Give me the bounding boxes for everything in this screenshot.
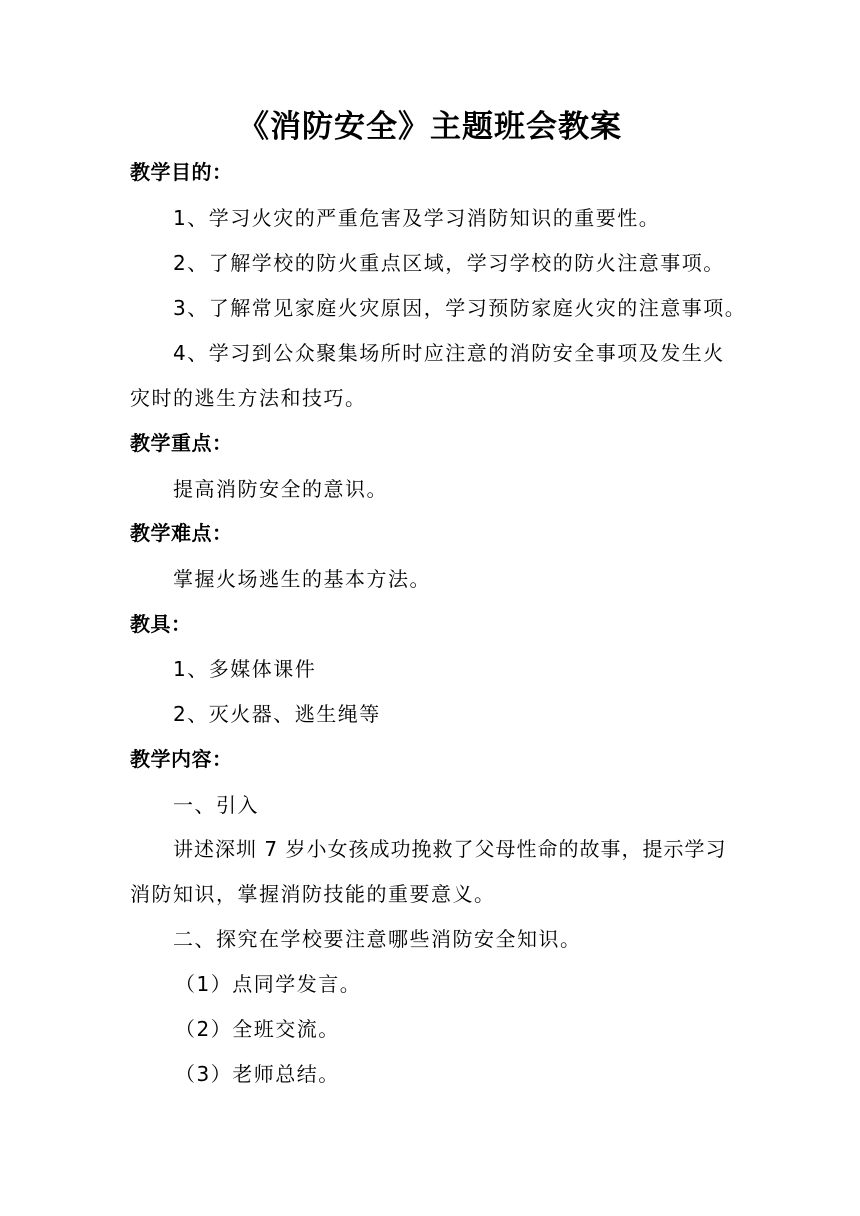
- objective-item-1: 1、学习火灾的严重危害及学习消防知识的重要性。: [173, 206, 661, 230]
- content-heading: 教学内容：: [130, 747, 233, 771]
- content-part2-step-1: （1）点同学发言。: [175, 972, 362, 996]
- tool-item-1: 1、多媒体课件: [173, 657, 317, 681]
- document-title: 《消防安全》主题班会教案: [238, 109, 622, 145]
- content-part2-step-2: （2）全班交流。: [175, 1017, 340, 1041]
- objective-item-2: 2、了解学校的防火重点区域，学习学校的防火注意事项。: [173, 251, 725, 275]
- content-part1-text-line2: 消防知识，掌握消防技能的重要意义。: [130, 882, 496, 906]
- objective-item-4: 4、学习到公众聚集场所时应注意的消防安全事项及发生火: [173, 341, 725, 365]
- difficulties-heading: 教学难点：: [130, 521, 233, 545]
- key-points-heading: 教学重点：: [130, 431, 233, 455]
- difficulties-text: 掌握火场逃生的基本方法。: [173, 567, 431, 591]
- content-part2-title: 二、探究在学校要注意哪些消防安全知识。: [173, 927, 582, 951]
- objective-item-3: 3、了解常见家庭火灾原因，学习预防家庭火灾的注意事项。: [173, 296, 747, 320]
- content-part1-title: 一、引入: [173, 793, 259, 817]
- tools-heading: 教具：: [130, 612, 192, 636]
- tool-item-2: 2、灭火器、逃生绳等: [173, 702, 381, 726]
- content-part2-step-3: （3）老师总结。: [175, 1062, 340, 1086]
- objective-item-4-continuation: 灾时的逃生方法和技巧。: [130, 386, 367, 410]
- key-points-text: 提高消防安全的意识。: [173, 477, 388, 501]
- content-part1-text-line1: 讲述深圳 7 岁小女孩成功挽救了父母性命的故事，提示学习: [173, 837, 727, 861]
- objectives-heading: 教学目的：: [130, 160, 233, 184]
